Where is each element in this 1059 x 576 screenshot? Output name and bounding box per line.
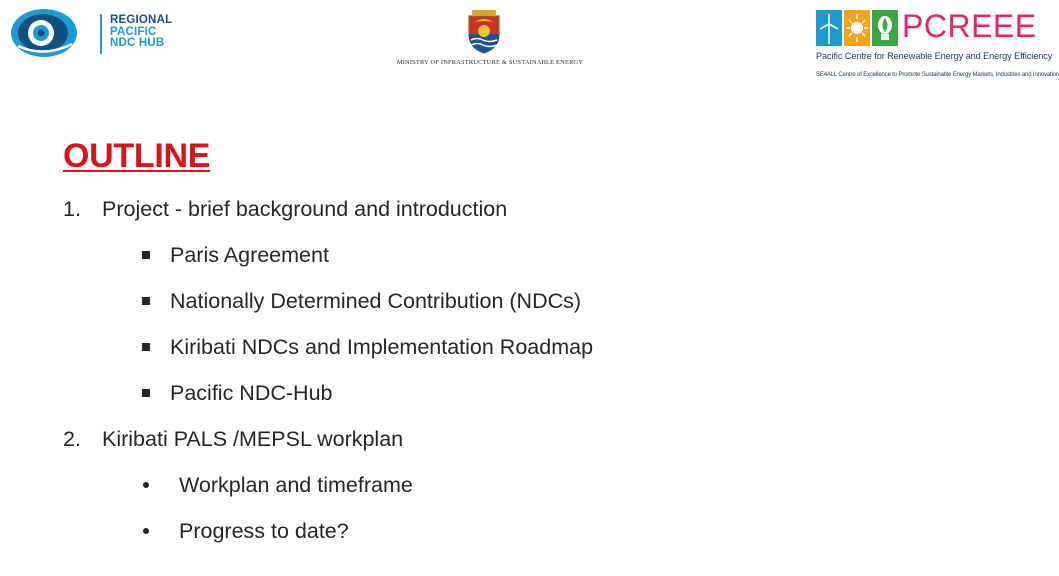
ndc-hub-emblem-icon	[10, 8, 80, 58]
pcreee-title: PCREEE	[902, 8, 1037, 44]
outline-heading: OUTLINE	[63, 137, 211, 175]
ndc-hub-divider	[100, 14, 102, 54]
kiribati-crest-icon	[466, 10, 502, 54]
list-item-text: Progress to date?	[179, 519, 349, 543]
square-bullet-icon	[142, 251, 150, 259]
ndc-hub-line-2: PACIFIC	[110, 25, 157, 38]
list-item-text: Kiribati NDCs and Implementation Roadmap	[170, 335, 594, 359]
list-item-text: Paris Agreement	[170, 243, 329, 267]
square-bullet-icon	[142, 389, 150, 397]
section-1-title: Project - brief background and introduction	[102, 197, 508, 221]
pcreee-tagline: SE4ALL Centre of Excellence to Promote Sustainable Energy Markets, Industries and Innovation	[816, 72, 1059, 78]
pcreee-logo	[816, 8, 1059, 84]
energy-icons	[816, 10, 898, 46]
section-1-number: 1.	[63, 197, 81, 221]
section-2-number: 2.	[63, 427, 81, 451]
ministry-caption: MINISTRY OF INFRASTRUCTURE & SUSTAINABLE ENERGY	[396, 59, 584, 66]
ndc-hub-logo	[10, 8, 190, 58]
ndc-hub-wordmark	[110, 15, 196, 50]
round-bullet-icon	[143, 482, 149, 488]
ndc-hub-line-1: REGIONAL	[110, 14, 173, 26]
square-bullet-icon	[142, 297, 150, 305]
list-item-text: Pacific NDC-Hub	[170, 381, 333, 405]
pcreee-subtitle: Pacific Centre for Renewable Energy and Energy Efficiency	[816, 51, 1053, 61]
section-2-title: Kiribati PALS /MEPSL workplan	[102, 427, 404, 451]
list-item-text: Nationally Determined Contribution (NDCs)	[170, 289, 582, 313]
ndc-hub-line-3: NDC HUB	[110, 37, 165, 49]
list-item-text: Workplan and timeframe	[179, 473, 413, 497]
ministry-logo	[370, 10, 610, 72]
round-bullet-icon	[143, 528, 149, 534]
square-bullet-icon	[142, 343, 150, 351]
